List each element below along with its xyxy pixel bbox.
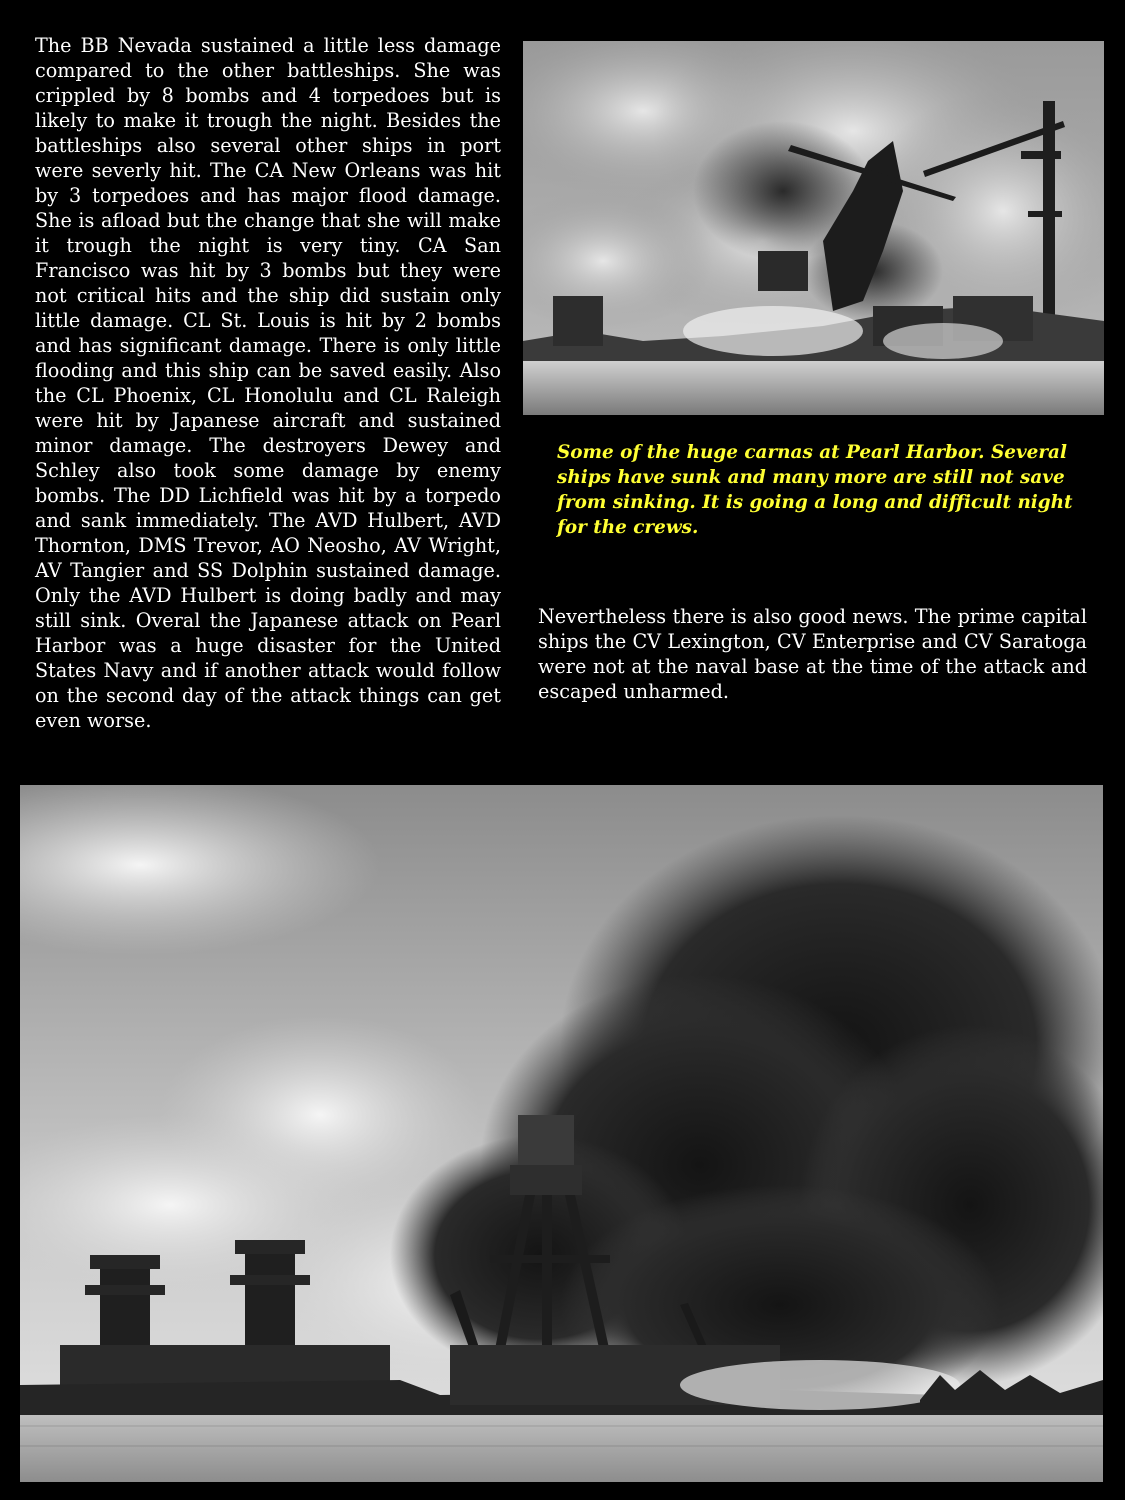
right-column-text: Nevertheless there is also good news. The prime capital ships the CV Lexington, CV Enterprise and CV Saratoga were not at the naval base at the time of the attack and escaped unharmed. [538,605,1087,703]
burning-ship-photo [523,41,1104,415]
battleship-row-photo [20,785,1103,1482]
left-column-text: The BB Nevada sustained a little less damage compared to the other battleships. She was crippled by 8 bombs and 4 torpedoes but is likely to make it trough the night. Besides the battleships also several other ships in port were severly hit. The CA New Orleans was hit by 3 torpedoes and has major flood damage. She is afload but the change that she will make it trough the night is very tiny. CA San Francisco was hit by 3 bombs but they were not critical hits and the ship did sustain only little damage. CL St. Louis is hit by 2 bombs and has significant damage. There is only little flooding and this ship can be saved easily. Also the CL Phoenix, CL Honolulu and CL Raleigh were hit by Japanese aircraft and sustained minor damage. The destroyers Dewey and Schley also took some damage by enemy bombs. The DD Lichfield was hit by a torpedo and sank immediately. The AVD Hulbert, AVD Thornton, DMS Trevor, AO Neosho, AV Wright, AV Tangier and SS Dolphin sustained damage. Only the AVD Hulbert is doing badly and may still sink. Overal the Japanese attack on Pearl Harbor was a huge disaster for the United States Navy and if another attack would follow on the second day of the attack things can get even worse. [35,34,501,732]
photo-caption: Some of the huge carnas at Pearl Harbor. Several ships have sunk and many more are still not save from sinking. It is going a long and difficult night for the crews. [557,442,1073,538]
